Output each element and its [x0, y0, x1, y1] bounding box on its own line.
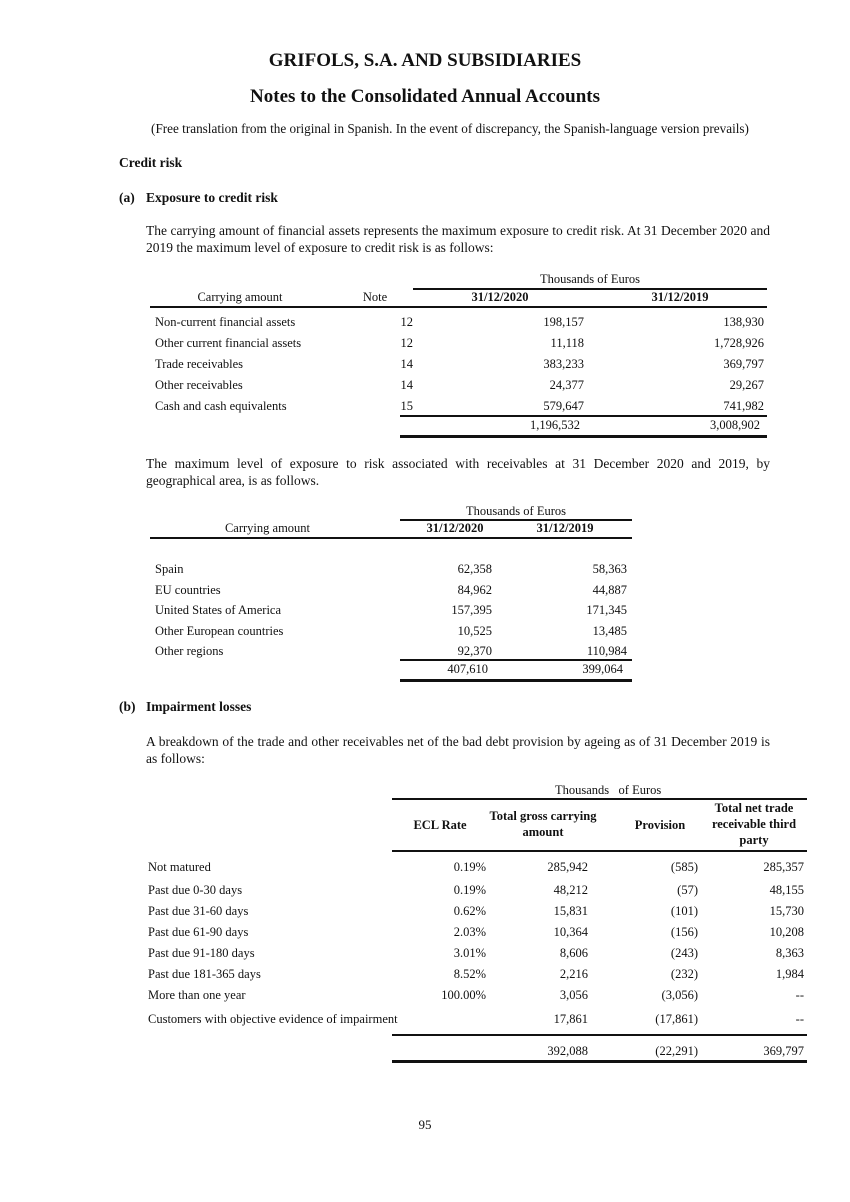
row-value-2019: 171,345	[586, 603, 627, 617]
row-value-2019: 13,485	[592, 623, 627, 638]
document-title: Notes to the Consolidated Annual Accounts	[250, 86, 600, 107]
table3-unit-header: Thousands of Euros	[555, 783, 662, 797]
row-net: --	[795, 1012, 804, 1026]
row-label: Past due 61-90 days	[148, 925, 249, 939]
row-value-2019: 58,363	[592, 562, 627, 576]
table2-total-rule	[400, 679, 632, 682]
exposure-paragraph: The carrying amount of financial assets represents the maximum exposure to credit risk. At 31 December 2020 and 2019 the maximum level of exposure to credit risk is as follows:	[146, 223, 770, 255]
table1-subtotal-rule	[400, 415, 767, 417]
row-label: Trade receivables	[155, 357, 244, 371]
row-note: 14	[400, 357, 413, 371]
subsection-title: Exposure to credit risk	[146, 190, 278, 205]
row-note: 12	[400, 336, 413, 350]
subsection-label: (b)	[119, 699, 136, 714]
geographical-paragraph: The maximum level of exposure to risk associated with receivables at 31 December 2020 and 2019, by geographical area, is as follows.	[146, 456, 770, 488]
row-gross: 48,212	[553, 883, 588, 897]
table1-unit-header: Thousands of Euros	[540, 272, 640, 286]
row-ecl-rate: 0.62%	[453, 904, 486, 918]
table3-col-provision: Provision	[634, 818, 686, 832]
row-provision: (3,056)	[661, 988, 698, 1002]
row-value-2019: 29,267	[729, 378, 764, 392]
table1-col-2019: 31/12/2019	[651, 290, 709, 304]
table2-col-2019: 31/12/2019	[536, 521, 594, 535]
row-ecl-rate: 8.52%	[453, 967, 486, 981]
table2-total-2020: 407,610	[447, 662, 488, 676]
table3-subtotal-rule	[392, 1034, 807, 1036]
row-note: 12	[400, 315, 413, 329]
table2-col-label: Carrying amount	[224, 521, 311, 535]
row-label: Not matured	[148, 860, 211, 874]
row-value-2019: 1,728,926	[714, 336, 764, 350]
subsection-title: Impairment losses	[146, 699, 252, 714]
row-net: 1,984	[775, 967, 804, 981]
table3-col-net: Total net trade receivable third party	[711, 801, 797, 847]
row-net: 48,155	[769, 883, 804, 897]
table1-col-2020: 31/12/2020	[471, 290, 529, 304]
row-gross: 10,364	[553, 925, 588, 939]
row-provision: (17,861)	[655, 1012, 698, 1026]
impairment-paragraph: A breakdown of the trade and other receivables net of the bad debt provision by ageing as of 31 December 2019 is as follows:	[146, 734, 770, 766]
row-provision: (585)	[670, 860, 698, 874]
row-note: 15	[400, 399, 413, 413]
table1-total-2019: 3,008,902	[710, 418, 760, 432]
row-label: United States of America	[155, 603, 282, 617]
row-value-2020: 62,358	[457, 562, 492, 576]
row-provision: (156)	[670, 925, 698, 939]
table3-total-provision: (22,291)	[655, 1044, 698, 1058]
row-net: 8,363	[775, 946, 804, 960]
row-value-2020: 24,377	[549, 378, 584, 392]
row-gross: 2,216	[559, 967, 588, 981]
row-value-2019: 741,982	[723, 399, 764, 413]
row-ecl-rate: 2.03%	[453, 925, 486, 939]
row-label: Spain	[155, 562, 184, 576]
section-heading-credit-risk: Credit risk	[119, 155, 183, 170]
row-label: Past due 0-30 days	[148, 883, 243, 897]
row-label: More than one year	[148, 988, 246, 1002]
row-value-2020: 84,962	[457, 582, 492, 597]
table1-col-note: Note	[362, 290, 388, 304]
row-gross: 8,606	[559, 946, 588, 960]
row-value-2020: 579,647	[543, 399, 584, 413]
row-label: Past due 31-60 days	[148, 904, 249, 918]
row-value-2019: 138,930	[723, 315, 764, 329]
table3-total-net: 369,797	[763, 1044, 804, 1058]
subsection-heading-impairment	[119, 699, 251, 715]
table3-total-rule	[392, 1060, 807, 1063]
table1-col-label: Carrying amount	[197, 290, 283, 304]
row-value-2019: 110,984	[586, 644, 627, 658]
row-net: 15,730	[769, 904, 804, 918]
row-value-2019: 44,887	[592, 582, 627, 597]
row-ecl-rate: 0.19%	[453, 883, 486, 897]
row-net: --	[795, 988, 804, 1002]
table3-total-gross: 392,088	[547, 1044, 588, 1058]
table2-header-rule	[150, 537, 632, 539]
table1-total-2020: 1,196,532	[530, 418, 580, 432]
row-provision: (101)	[670, 904, 698, 918]
row-provision: (243)	[670, 946, 698, 960]
row-label: Other regions	[155, 644, 224, 658]
table2-col-2020: 31/12/2020	[426, 521, 484, 535]
table2-total-2019: 399,064	[582, 662, 623, 676]
row-gross: 15,831	[553, 904, 588, 918]
subsection-heading-exposure	[119, 190, 278, 206]
row-ecl-rate: 100.00%	[441, 988, 486, 1002]
table2-unit-header: Thousands of Euros	[466, 504, 566, 518]
translation-note: (Free translation from the original in Spanish. In the event of discrepancy, the Spanish-language version prevails)	[151, 121, 749, 136]
row-label: Other current financial assets	[155, 336, 302, 350]
row-provision: (57)	[677, 883, 698, 897]
table3-header-rule	[392, 850, 807, 852]
row-value-2020: 383,233	[543, 357, 584, 371]
row-gross: 285,942	[547, 860, 588, 874]
row-net: 10,208	[769, 925, 804, 939]
page-number: 95	[418, 1117, 432, 1132]
row-value-2019: 369,797	[723, 357, 764, 371]
row-gross: 3,056	[559, 988, 588, 1002]
row-value-2020: 198,157	[543, 315, 584, 329]
table3-col-gross: Total gross carrying amount	[489, 809, 597, 839]
row-gross: 17,861	[553, 1012, 588, 1026]
table2-subtotal-rule	[400, 659, 632, 661]
row-label: Past due 91-180 days	[148, 946, 255, 960]
row-value-2020: 92,370	[457, 644, 492, 658]
row-label: Non-current financial assets	[155, 315, 296, 329]
table1-header-rule	[150, 306, 767, 308]
company-title: GRIFOLS, S.A. AND SUBSIDIARIES	[268, 50, 582, 71]
row-provision: (232)	[670, 967, 698, 981]
row-value-2020: 11,118	[550, 336, 584, 350]
row-label: Past due 181-365 days	[148, 967, 261, 981]
row-label: Customers with objective evidence of impairment	[148, 1012, 398, 1026]
row-ecl-rate: 0.19%	[453, 860, 486, 874]
row-note: 14	[400, 378, 413, 392]
row-net: 285,357	[763, 860, 804, 874]
subsection-label: (a)	[119, 190, 135, 205]
table3-col-ecl: ECL Rate	[413, 818, 467, 832]
row-value-2020: 157,395	[451, 603, 492, 617]
row-label: Other European countries	[155, 623, 284, 638]
row-ecl-rate: 3.01%	[453, 946, 486, 960]
table1-total-rule	[400, 435, 767, 438]
row-value-2020: 10,525	[457, 623, 492, 638]
row-label: Other receivables	[155, 378, 243, 392]
row-label: Cash and cash equivalents	[155, 399, 287, 413]
row-label: EU countries	[155, 582, 221, 597]
